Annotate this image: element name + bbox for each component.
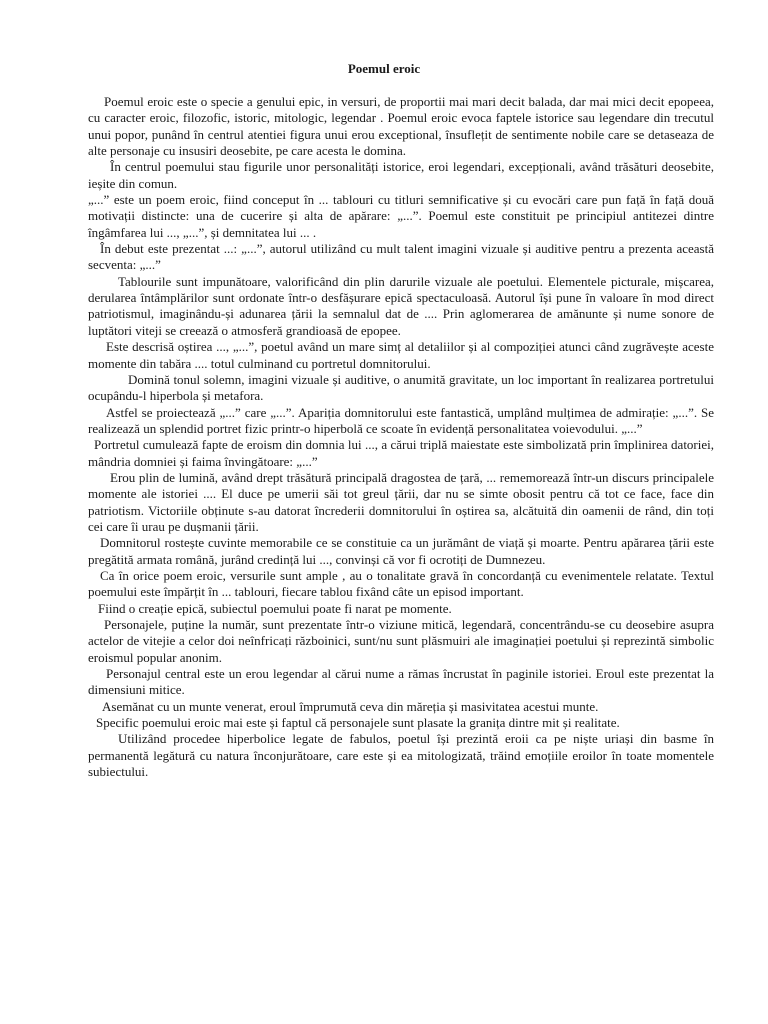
paragraph-2: În centrul poemului stau figurile unor personalități istorice, eroi legendari, excepționali, având trăsături deosebite, ieșite din comun. bbox=[88, 159, 714, 191]
paragraph-16: Asemănat cu un munte venerat, eroul împrumută ceva din măreția și masivitatea acestui munte. bbox=[102, 698, 599, 714]
paragraph-1: Poemul eroic este o specie a genului epic, in versuri, de proportii mai mari decit balada, dar mai mici decit epopeea, cu caracter eroic, filozofic, istoric, mitologic, legendar . Poemul eroic evoca faptele istorice sau legendare din trecutul unui popor, punând în centrul atentiei figura unui erou exceptional, însuflețit de sentimente nobile care se detaseaza de alte personaje cu insusiri deosebite, pe care acesta le domina. bbox=[88, 94, 714, 159]
paragraph-6: Este descrisă oștirea ..., „...”, poetul având un mare simț al detaliilor și al compoziției atunci când zugrăvește aceste momente din tabăra .... totul culminand cu portretul domnitorului. bbox=[88, 339, 714, 371]
paragraph-17: Specific poemului eroic mai este și faptul că personajele sunt plasate la granița dintre mit și realitate. bbox=[96, 715, 620, 731]
paragraph-14: Personajele, puține la număr, sunt prezentate într-o viziune mitică, legendară, concentrându-se cu deosebire asupra actelor de vitejie a celor doi neînfricați războinici, sunt/nu sunt plăsmuiri ale imaginației poetului și reprezintă simbolic eroismul popular anonim. bbox=[88, 617, 714, 665]
paragraph-3: „...” este un poem eroic, fiind conceput în ... tablouri cu titluri semnificative și cu evocări care pun față în față două motivații distincte: una de cucerire și alta de apărare: „...”. Poemul este constituit pe principiul antitezei dintre îngâmfarea lui ..., „...”, și demnitatea lui ... . bbox=[88, 192, 714, 240]
document-body bbox=[88, 94, 714, 780]
paragraph-7: Domină tonul solemn, imagini vizuale și auditive, o anumită gravitate, un loc important în realizarea portretului ocupându-l hiperbola și metafora. bbox=[88, 371, 714, 404]
paragraph-18: Utilizând procedee hiperbolice legate de fabulos, poetul își prezintă eroii ca pe niște uriași din basme în permanentă legătură cu natura înconjurătoare, care este și ea mitologizată, trăind emoțiile eroilor în toate momentele subiectului. bbox=[88, 731, 714, 780]
paragraph-15: Personajul central este un erou legendar al cărui nume a rămas încrustat în paginile istoriei. Eroul este prezentat la dimensiuni mitice. bbox=[88, 666, 714, 698]
document-title: Poemul eroic bbox=[347, 61, 421, 76]
paragraph-9: Portretul cumulează fapte de eroism din domnia lui ..., a cărui triplă maiestate este simbolizată prin împlinirea datoriei, mândria domniei și faima învingătoare: „...” bbox=[88, 437, 714, 469]
paragraph-5: Tablourile sunt impunătoare, valorificând din plin darurile vizuale ale poetului. Elementele picturale, mișcarea, derularea întâmplărilor sunt ordonate într-o desfășurare epică spectaculoasă. Autorul își pune în valoare în mod direct patriotismul, imaginându-și adunarea țării la semnalul dat de .... Prin aglomerarea de amănunte și nume sonore de luptători viteji se creează o atmosferă grandioasă de epopee. bbox=[88, 273, 714, 338]
paragraph-12: Ca în orice poem eroic, versurile sunt ample , au o tonalitate gravă în concordanță cu evenimentele relatate. Textul poemului este împărțit în ... tablouri, fiecare tablou fixând câte un episod important. bbox=[88, 567, 714, 600]
paragraph-10: Erou plin de lumină, având drept trăsătură principală dragostea de țară, ... rememorează într-un discurs principalele momente ale istoriei .... El duce pe umerii săi tot greul țării, dar nu se simte obosit pentru că tot ce face, face din patriotism. Victoriile obținute s-au datorat încrederii domnitorului în oștirea sa, alcătuită din oamenii de rând, din toți cei care îi urau pe dușmanii țării. bbox=[88, 469, 714, 534]
paragraph-11: Domnitorul rostește cuvinte memorabile ce se constituie ca un jurământ de viață și moarte. Pentru apărarea țării este pregătită armata română, jurând credință lui ..., convinși că vor fi ocrotiți de Dumnezeu. bbox=[88, 535, 714, 567]
paragraph-4: În debut este prezentat ...: „...”, autorul utilizând cu mult talent imagini vizuale și auditive pentru a prezenta această secventa: „...” bbox=[88, 241, 714, 273]
paragraph-13: Fiind o creație epică, subiectul poemului poate fi narat pe momente. bbox=[98, 600, 452, 616]
paragraph-8: Astfel se proiectează „...” care „...”. Apariția domnitorului este fantastică, umplând mulțimea de admirație: „...”. Se realizează un splendid portret fizic printr-o hiperbolă ce scoate în evidență personalitatea voievodului. „...” bbox=[88, 404, 714, 436]
